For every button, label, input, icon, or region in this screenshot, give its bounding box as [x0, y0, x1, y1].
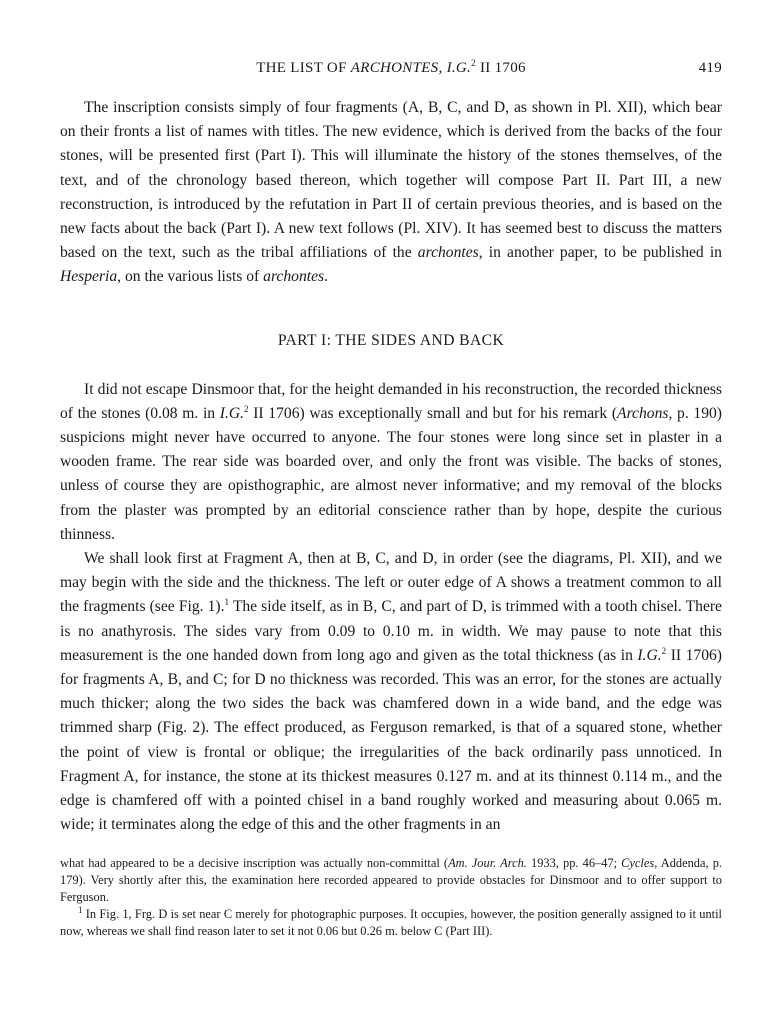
running-title: THE LIST OF ARCHONTES, I.G.$^2$ II 1706 — [256, 58, 526, 76]
footnotes — [60, 855, 722, 940]
footnote-ref-1: 1 — [224, 597, 230, 608]
page — [60, 56, 722, 940]
footnote-continuation: what had appeared to be a decisive inscription was actually non-committal (Am. Jour. Arch. 1933, pp. 46–47; Cycles, Addenda, p. 179). Very shortly after this, the examination here recorded appeared to provide obstacles for Dinsmoor and to offer support to Ferguson. — [60, 856, 722, 905]
page-number: 419 — [698, 60, 722, 76]
paragraph-fragment-a: We shall look first at Fragment A, then at B, C, and D, in order (see the diagrams, Pl. XII), and we may begin with the side and the thickness. The left or outer edge of A shows a treatment common to all the fragments (see Fig. 1).$^1$ The side itself, as in B, C, and part of D, is trimmed with a tooth chisel. There is no anathyrosis. The sides vary from 0.09 to 0.10 m. in width. We may pause to note that this measurement is the one handed down from long ago and given as the total thickness (as in I.G.$^2$ II 1706) for fragments A, B, and C; for D no thickness was recorded. This was an error, for the stones are actually much thicker; along the two sides the back was chamfered down in a wide band, and the edge was trimmed sharp (Fig. 2). The effect produced, as Ferguson remarked, is that of a squared stone, whether the point of view is frontal or oblique; the irregularities of the back ordinarily pass unnoticed. In Fragment A, for instance, the stone at its thickest measures 0.127 m. and at its thinnest 0.114 m., and the edge is chamfered off with a pointed chisel in a band roughly worked and measuring about 0.065 m. wide; it terminates along the edge of this and the other fragments in an — [60, 550, 722, 834]
paragraph-thickness: It did not escape Dinsmoor that, for the height demanded in his reconstruction, the recorded thickness of the stones (0.08 m. in I.G.$^2$ II 1706) was exceptionally small and but for his remark (Archons, p. 190) suspicions might never have occurred to anyone. The four stones were long since set in plaster in a wooden frame. The rear side was boarded over, and only the front was visible. The backs of stones, unless of course they are opisthographic, are almost never informative; and my removal of the blocks from the plaster was prompted by an editorial conscience rather than by hope, despite the curious thinness. — [60, 380, 722, 543]
footnote-1: $^1$ In Fig. 1, Frg. D is set near C merely for photographic purposes. It occupies, however, the position generally assigned to it until now, whereas we shall find reason later to set it not 0.06 but 0.26 m. below C (Part III). — [60, 905, 722, 939]
paragraph-intro: The inscription consists simply of four fragments (A, B, C, and D, as shown in Pl. XII), which bear on their fronts a list of names with titles. The new evidence, which is derived from the backs of the four stones, will be presented first (Part I). This will illuminate the history of the stones themselves, of the text, and of the chronology based thereon, which together will compose Part II. Part III, a new reconstruction, is introduced by the refutation in Part II of certain previous theories, and is based on the new facts about the back (Part I). A new text follows (Pl. XIV). It has seemed best to discuss the matters based on the text, such as the tribal affiliations of the archontes, in another paper, to be published in Hesperia, on the various lists of archontes. — [60, 99, 722, 286]
running-head — [60, 56, 722, 84]
section-heading: PART I: THE SIDES AND BACK — [277, 331, 505, 349]
